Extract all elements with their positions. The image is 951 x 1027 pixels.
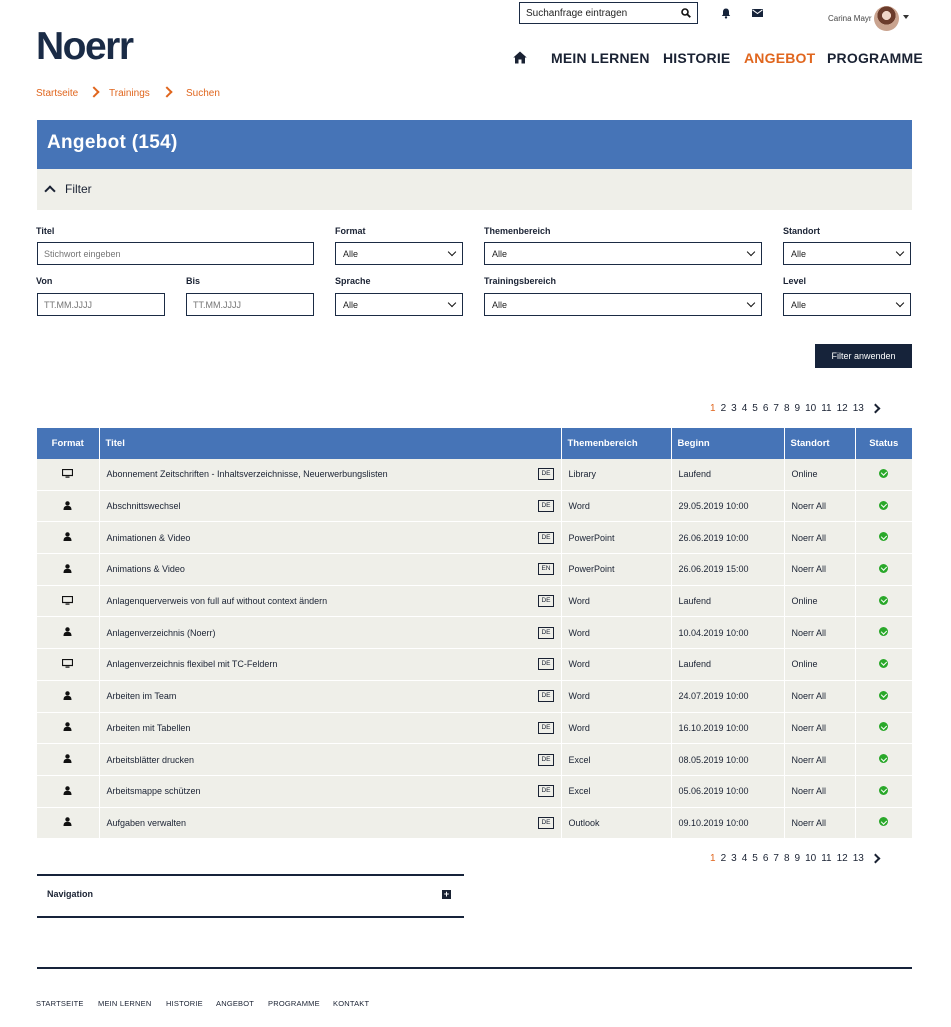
title-cell[interactable] (99, 712, 561, 744)
page-link[interactable]: 12 (836, 403, 848, 414)
chevron-right-icon[interactable] (870, 404, 880, 414)
training-title[interactable]: Anlagenverzeichnis (Noerr) (106, 627, 216, 638)
format-cell (37, 680, 99, 712)
topic-cell: Word (561, 585, 671, 617)
format-cell (37, 490, 99, 522)
table-row[interactable] (37, 744, 912, 776)
start-cell: 26.06.2019 15:00 (671, 554, 784, 586)
start-cell: 29.05.2019 10:00 (671, 490, 784, 522)
topic-cell: Excel (561, 775, 671, 807)
standort-label: Standort (783, 226, 820, 236)
nav-programme[interactable]: PROGRAMME (827, 50, 923, 66)
page-link[interactable]: 2 (720, 853, 727, 864)
topic-cell: Word (561, 680, 671, 712)
footer-link-historie[interactable]: HISTORIE (166, 999, 203, 1008)
von-input[interactable] (37, 293, 165, 316)
start-cell: 24.07.2019 10:00 (671, 680, 784, 712)
page-link[interactable]: 12 (836, 853, 848, 864)
check-circle-icon (879, 722, 888, 731)
person-icon (63, 755, 72, 765)
page-link[interactable]: 8 (783, 403, 790, 414)
training-title[interactable]: Anlagenverzeichnis flexibel mit TC-Feldern (106, 659, 278, 670)
format-cell (37, 585, 99, 617)
standort-select[interactable] (783, 242, 911, 265)
person-icon (63, 502, 72, 512)
person-icon (63, 565, 72, 575)
level-select[interactable] (783, 293, 911, 316)
format-cell (37, 617, 99, 649)
page-link[interactable]: 9 (794, 853, 801, 864)
monitor-icon (62, 470, 73, 480)
bis-label: Bis (186, 276, 201, 286)
nav-angebot[interactable]: ANGEBOT (744, 50, 816, 66)
topic-cell: Word (561, 617, 671, 649)
check-circle-icon (879, 817, 888, 826)
logo[interactable]: Noerr (36, 25, 133, 68)
format-cell (37, 649, 99, 681)
footer-link-angebot[interactable]: ANGEBOT (216, 999, 255, 1008)
person-icon (63, 533, 72, 543)
location-cell: Online (784, 459, 855, 490)
table-row[interactable] (37, 585, 912, 617)
title-cell[interactable] (99, 617, 561, 649)
titel-input[interactable] (37, 242, 314, 265)
page-link[interactable]: 1 (710, 403, 716, 414)
check-circle-icon (879, 532, 888, 541)
check-circle-icon (879, 786, 888, 795)
training-title[interactable]: Arbeitsmappe schützen (106, 786, 201, 797)
format-cell (37, 522, 99, 554)
status-cell (855, 649, 912, 681)
trainingsbereich-label: Trainingsbereich (484, 276, 557, 286)
plus-icon[interactable]: + (443, 889, 450, 899)
location-cell: Noerr All (784, 775, 855, 807)
chevron-down-icon (896, 248, 904, 256)
chevron-down-icon (747, 248, 755, 256)
page-link[interactable]: 10 (805, 403, 817, 414)
footer-link-programme[interactable]: PROGRAMME (268, 999, 320, 1008)
standort-value: Alle (791, 248, 807, 259)
col-standort[interactable]: Standort (784, 428, 855, 459)
chevron-down-icon (448, 299, 456, 307)
language-badge: DE (538, 817, 553, 829)
status-cell (855, 490, 912, 522)
page-link[interactable]: 13 (852, 403, 864, 414)
table-row[interactable] (37, 807, 912, 839)
page-title: Angebot (154) (47, 132, 178, 153)
themenbereich-label: Themenbereich (484, 226, 551, 236)
format-cell (37, 807, 99, 839)
page-link[interactable]: 1 (710, 853, 716, 864)
start-cell: 09.10.2019 10:00 (671, 807, 784, 839)
search-input[interactable] (520, 8, 676, 19)
status-cell (855, 807, 912, 839)
von-label: Von (36, 276, 53, 286)
pagination-bottom (710, 853, 879, 864)
table-row[interactable] (37, 617, 912, 649)
page-link[interactable]: 9 (794, 403, 801, 414)
location-cell: Noerr All (784, 744, 855, 776)
status-cell (855, 554, 912, 586)
topic-cell: Library (561, 459, 671, 490)
check-circle-icon (879, 469, 888, 478)
table-row[interactable] (37, 712, 912, 744)
sprache-label: Sprache (335, 276, 371, 286)
training-title[interactable]: Arbeiten mit Tabellen (106, 722, 191, 733)
location-cell: Noerr All (784, 807, 855, 839)
location-cell: Noerr All (784, 554, 855, 586)
search-icon[interactable] (676, 8, 696, 18)
language-badge: DE (538, 658, 553, 670)
status-cell (855, 522, 912, 554)
start-cell: Laufend (671, 459, 784, 490)
person-icon (63, 628, 72, 638)
col-themenbereich[interactable]: Themenbereich (561, 428, 671, 459)
col-beginn[interactable]: Beginn (671, 428, 784, 459)
navigation-panel[interactable] (37, 874, 464, 918)
location-cell: Online (784, 585, 855, 617)
language-badge: DE (538, 627, 553, 639)
start-cell: Laufend (671, 585, 784, 617)
table-header-row (37, 428, 912, 459)
training-title[interactable]: Arbeiten im Team (106, 691, 177, 702)
pagination-top (710, 403, 879, 414)
training-title[interactable]: Aufgaben verwalten (106, 817, 187, 828)
status-cell (855, 459, 912, 490)
chevron-right-icon (88, 86, 99, 97)
titel-label: Titel (36, 226, 55, 236)
check-circle-icon (879, 627, 888, 636)
location-cell: Noerr All (784, 680, 855, 712)
chevron-right-icon[interactable] (870, 854, 880, 864)
table-row[interactable] (37, 459, 912, 490)
user-name[interactable]: Carina Mayr (828, 14, 872, 23)
page-link[interactable]: 3 (731, 403, 737, 414)
language-badge: EN (538, 563, 553, 575)
language-badge: DE (538, 690, 553, 702)
col-status[interactable]: Status (855, 428, 912, 459)
page-link[interactable]: 4 (741, 403, 748, 414)
nav-mein-lernen[interactable]: MEIN LERNEN (551, 50, 650, 66)
chevron-down-icon (896, 299, 904, 307)
status-cell (855, 585, 912, 617)
format-cell (37, 459, 99, 490)
topic-cell: Outlook (561, 807, 671, 839)
page-link[interactable]: 5 (752, 853, 758, 864)
language-badge: DE (538, 532, 553, 544)
navigation-label[interactable]: Navigation (47, 889, 94, 899)
monitor-icon (62, 597, 73, 607)
location-cell: Online (784, 649, 855, 681)
training-title[interactable]: Animationen & Video (106, 532, 191, 543)
results-table (37, 428, 912, 839)
language-badge: DE (538, 722, 553, 734)
training-title[interactable]: Arbeitsblätter drucken (106, 754, 195, 765)
chevron-down-icon (448, 248, 456, 256)
footer-link-startseite[interactable]: STARTSEITE (36, 999, 84, 1008)
format-cell (37, 554, 99, 586)
start-cell: Laufend (671, 649, 784, 681)
language-badge: DE (538, 754, 553, 766)
training-title[interactable]: Anlagenquerverweis von full auf without context ändern (106, 596, 328, 607)
location-cell: Noerr All (784, 617, 855, 649)
location-cell: Noerr All (784, 490, 855, 522)
title-cell[interactable] (99, 585, 561, 617)
language-badge: DE (538, 500, 553, 512)
start-cell: 16.10.2019 10:00 (671, 712, 784, 744)
title-cell[interactable] (99, 490, 561, 522)
start-cell: 10.04.2019 10:00 (671, 617, 784, 649)
topic-cell: Word (561, 490, 671, 522)
format-cell (37, 744, 99, 776)
training-title[interactable]: Abschnittswechsel (106, 501, 181, 512)
location-cell: Noerr All (784, 522, 855, 554)
home-icon[interactable] (513, 51, 527, 64)
table-row[interactable] (37, 680, 912, 712)
page-link[interactable]: 6 (762, 403, 769, 414)
location-cell: Noerr All (784, 712, 855, 744)
start-cell: 08.05.2019 10:00 (671, 744, 784, 776)
page-link[interactable]: 11 (821, 403, 832, 414)
sprache-select[interactable] (335, 293, 463, 316)
page-link[interactable]: 6 (762, 853, 769, 864)
page-link[interactable]: 8 (783, 853, 790, 864)
status-cell (855, 617, 912, 649)
apply-filter-button[interactable]: Filter anwenden (815, 344, 912, 368)
topic-cell: Word (561, 649, 671, 681)
mail-icon[interactable] (750, 7, 764, 19)
training-title[interactable]: Animations & Video (106, 564, 185, 575)
page-link[interactable]: 3 (731, 853, 737, 864)
col-titel[interactable]: Titel (99, 428, 561, 459)
status-cell (855, 712, 912, 744)
person-icon (63, 692, 72, 702)
title-cell[interactable] (99, 744, 561, 776)
status-cell (855, 680, 912, 712)
title-cell[interactable] (99, 775, 561, 807)
footer-link-kontakt[interactable]: KONTAKT (333, 999, 370, 1008)
themenbereich-select[interactable] (484, 242, 762, 265)
start-cell: 05.06.2019 10:00 (671, 775, 784, 807)
table-row[interactable] (37, 649, 912, 681)
status-cell (855, 744, 912, 776)
language-badge: DE (538, 595, 553, 607)
check-circle-icon (879, 754, 888, 763)
person-icon (63, 818, 72, 828)
themenbereich-value: Alle (492, 248, 508, 259)
status-cell (855, 775, 912, 807)
topic-cell: PowerPoint (561, 522, 671, 554)
trainingsbereich-select[interactable] (484, 293, 762, 316)
page-link[interactable]: 4 (741, 853, 748, 864)
bis-input[interactable] (186, 293, 314, 316)
bell-icon[interactable] (719, 7, 733, 19)
breadcrumb-startseite[interactable]: Startseite (36, 88, 79, 99)
person-icon (63, 723, 72, 733)
page-link[interactable]: 7 (773, 403, 779, 414)
breadcrumb-trainings[interactable]: Trainings (109, 88, 150, 99)
check-circle-icon (879, 691, 888, 700)
table-row[interactable] (37, 775, 912, 807)
chevron-down-icon[interactable] (903, 15, 909, 19)
format-label: Format (335, 226, 366, 236)
level-label: Level (783, 276, 807, 286)
training-title[interactable]: Abonnement Zeitschriften - Inhaltsverzeichnisse, Neuerwerbungslisten (106, 469, 388, 480)
page-link[interactable]: 13 (852, 853, 864, 864)
title-cell[interactable] (99, 459, 561, 490)
search-box[interactable] (519, 2, 698, 24)
table-row[interactable] (37, 554, 912, 586)
format-cell (37, 775, 99, 807)
check-circle-icon (879, 659, 888, 668)
filter-toggle[interactable] (37, 169, 912, 210)
format-cell (37, 712, 99, 744)
page-link[interactable]: 5 (752, 403, 758, 414)
nav-historie[interactable]: HISTORIE (663, 50, 731, 66)
title-cell[interactable] (99, 522, 561, 554)
start-cell: 26.06.2019 10:00 (671, 522, 784, 554)
person-icon (63, 787, 72, 797)
footer-divider (37, 967, 912, 969)
level-value: Alle (791, 299, 807, 310)
page-link[interactable]: 11 (821, 853, 832, 864)
format-select[interactable] (335, 242, 463, 265)
language-badge: DE (538, 785, 553, 797)
trainingsbereich-value: Alle (492, 299, 508, 310)
title-cell[interactable] (99, 554, 561, 586)
language-badge: DE (538, 468, 553, 480)
monitor-icon (62, 660, 73, 670)
footer-link-mein-lernen[interactable]: MEIN LERNEN (98, 999, 152, 1008)
check-circle-icon (879, 564, 888, 573)
chevron-right-icon (161, 86, 172, 97)
topic-cell: Excel (561, 744, 671, 776)
table-row[interactable] (37, 522, 912, 554)
format-value: Alle (343, 248, 359, 259)
topic-cell: PowerPoint (561, 554, 671, 586)
chevron-down-icon (747, 299, 755, 307)
breadcrumb-suchen[interactable]: Suchen (186, 88, 220, 99)
avatar[interactable] (874, 6, 899, 31)
check-circle-icon (879, 501, 888, 510)
page-link[interactable]: 10 (805, 853, 817, 864)
topic-cell: Word (561, 712, 671, 744)
title-cell[interactable] (99, 807, 561, 839)
filter-label[interactable]: Filter (65, 182, 92, 196)
col-format[interactable]: Format (37, 428, 99, 459)
table-row[interactable] (37, 490, 912, 522)
title-cell[interactable] (99, 649, 561, 681)
page-link[interactable]: 2 (720, 403, 727, 414)
title-cell[interactable] (99, 680, 561, 712)
check-circle-icon (879, 596, 888, 605)
sprache-value: Alle (343, 299, 359, 310)
page-link[interactable]: 7 (773, 853, 779, 864)
